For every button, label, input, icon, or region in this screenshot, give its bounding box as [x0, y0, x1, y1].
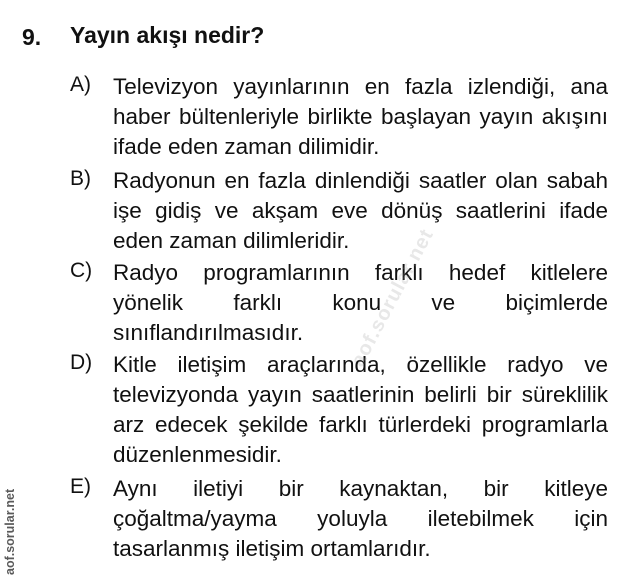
option-text: Kitle iletişim araçlarında, özellikle radyo ve televizyonda yayın saatlerinin belirli bir süreklilik arz edecek şekilde farklı türlerdeki programlarla düzenlenmesidir.	[113, 352, 608, 467]
watermark-side	[3, 470, 19, 575]
option-letter: C)	[70, 259, 93, 282]
watermark-side-text: aof.sorular.net	[3, 488, 17, 575]
option-letter: D)	[70, 351, 93, 374]
option-text: Radyo programlarının farklı hedef kitlelere yönelik farklı konu ve biçimlerde sınıflandırılmasıdır.	[113, 260, 608, 345]
option-letter: A)	[70, 73, 91, 96]
option-text: Radyonun en fazla dinlendiği saatler olan sabah işe gidiş ve akşam eve dönüş saatlerini ifade eden zaman dilimleridir.	[113, 168, 608, 253]
option-letter: E)	[70, 475, 91, 498]
question-number: 9.	[22, 24, 42, 50]
watermark-center: aof.sorular.net	[346, 225, 439, 371]
option-text: Televizyon yayınlarının en fazla izlendiği, ana haber bültenleriyle birlikte başlayan yayın akışını ifade eden zaman dilimidir.	[113, 74, 608, 159]
question-title: Yayın akışı nedir?	[70, 22, 265, 48]
option-text: Aynı iletiyi bir kaynaktan, bir kitleye çoğaltma/yayma yoluyla iletebilmek için tasarlanmış iletişim ortamlarıdır.	[113, 476, 608, 561]
option-letter: B)	[70, 167, 91, 190]
